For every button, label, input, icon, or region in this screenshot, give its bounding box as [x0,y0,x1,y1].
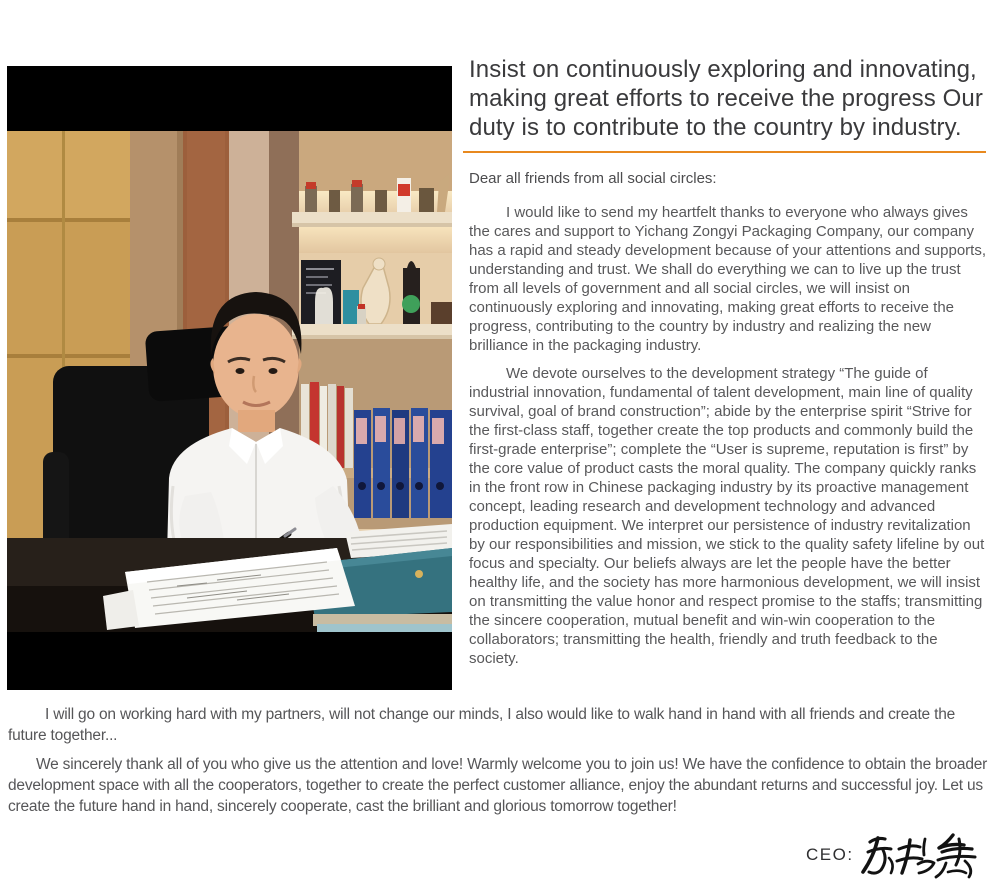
ceo-label: CEO: [806,845,854,864]
office-scene-illustration [7,66,452,690]
blue-binders [354,408,452,518]
ceo-portrait-photo [7,66,452,690]
ceo-handwritten-signature [858,830,980,880]
accent-divider [463,151,986,153]
desk [7,524,452,632]
letter-paragraph: I would like to send my heartfelt thanks to everyone who always gives the cares and support to Yichang Zongyi Packaging Company, our company has a rapid and steady development because of your attentions and supports, understanding and trust. We shall do everything we can to live up the trust from all levels of government and all social circles, we will insist on continuously exploring and innovating, making great efforts to receive the progress, contributing to the country by industry and realizing the new brilliance in the packaging industry. [469,204,987,354]
closing-paragraph: I will go on working hard with my partners, will not change our minds, I also would like to walk hand in hand with all friends and create the future together... [8,706,956,744]
photo-top-bar [7,66,452,131]
closing-paragraph: We sincerely thank all of you who give us the attention and love! Warmly welcome you to join us! We have the confidence to obtain the broader development space with all the cooperators, together to create the perfect customer alliance, enjoy the abundant returns and successful joy. Let us create the future hand in hand, sincerely cooperate, cast the brilliant and glorious tomorrow together! [8,756,988,815]
letter-paragraph: We devote ourselves to the development strategy “The guide of industrial innovation, fundamental of talent development, main line of quality survival, goal of brand construction”; abide by the enterprise spirit “Strive for the first-class staff, together create the top products and commonly build the first-grade enterprise”; complete the “User is supreme, reputation is first” by the core value of product casts the moral quality. The company quickly ranks in the front row in Chinese packaging industry by its proactive management concept, leading research and development technology and advanced production equipment. We interpret our persistence of industry revitalization by our responsibilities and mission, we stick to the quality safety lifeline by out focus and specialty. Our beliefs always are let the people have the better healthy life, and the society has more harmonious development, we will insist on transmitting the value honor and respect promise to the staffs; transmitting the sincere cooperation, mutual benefit and win-win cooperation to the collaborators; transmitting the health, friendly and truth feedback to the society. [469,365,985,667]
closing-section [8,704,992,817]
page-title: Insist on continuously exploring and innovating, making great efforts to receive the progress Our duty is to contribute to the country by industry. [469,56,983,141]
letter-greeting: Dear all friends from all social circles: [469,170,717,187]
signature-block [806,830,980,880]
message-column [463,55,986,668]
photo-bottom-bar [7,632,452,690]
